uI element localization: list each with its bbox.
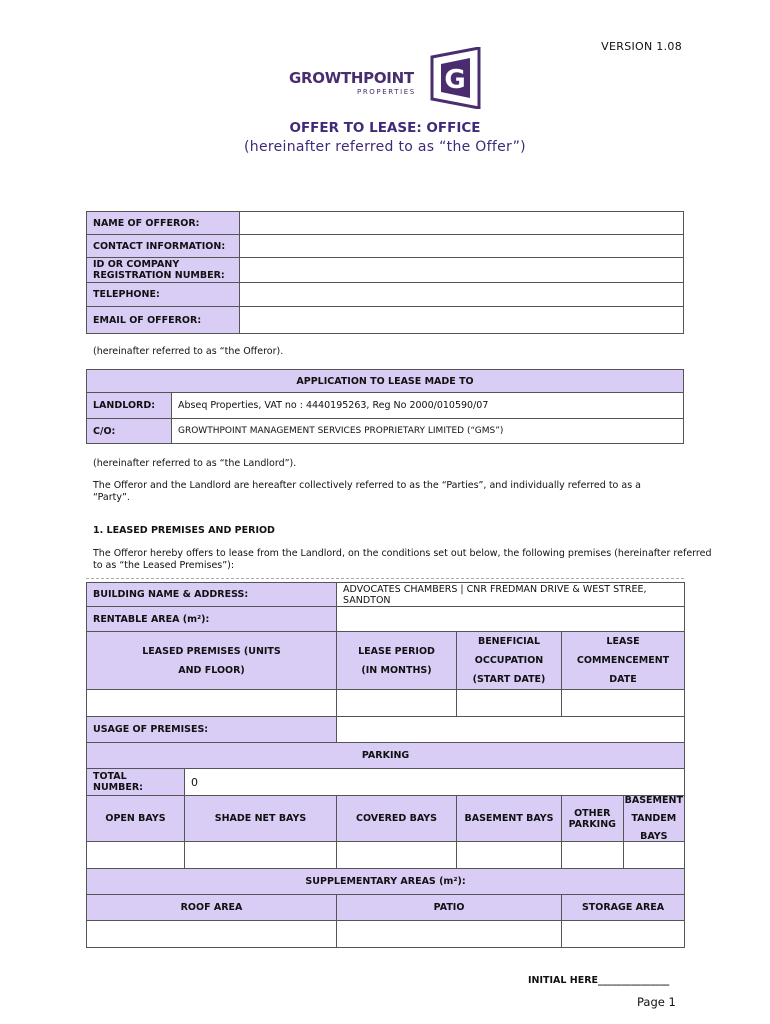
covered-bays-header: COVERED BAYS [337, 796, 457, 842]
basement-tandem-header [624, 796, 685, 841]
landlord-label: LANDLORD: [87, 393, 172, 419]
supplementary-heading: SUPPLEMENTARY AREAS (m²): [87, 869, 685, 895]
other-parking-fields [562, 842, 685, 869]
shade-net-bays-header: SHADE NET BAYS [185, 796, 337, 842]
logo-g-icon [429, 47, 483, 109]
covered-bays-field[interactable] [337, 842, 457, 869]
patio-header: PATIO [337, 895, 562, 921]
total-number-label: TOTAL NUMBER: [87, 769, 185, 796]
telephone-label: TELEPHONE: [87, 283, 240, 307]
lease-period-header-line2: (IN MONTHS) [361, 664, 432, 676]
section-1-intro: The Offeror hereby offers to lease from the Landlord, on the conditions set out below, the following premises (hereinafter referred to as “the Leased Premises”): [93, 548, 712, 571]
initial-here-label: INITIAL HERE_______________ [528, 975, 670, 986]
basement-tandem-line1: BASEMENT [624, 794, 683, 806]
contact-info-field[interactable] [240, 235, 684, 258]
beneficial-occupation-header [457, 632, 562, 690]
dotted-divider [86, 578, 684, 579]
offeror-name-field[interactable] [240, 212, 684, 235]
co-label: C/O: [87, 419, 172, 444]
leased-premises-header-line1: LEASED PREMISES (UNITS [142, 645, 281, 657]
shade-net-bays-field[interactable] [185, 842, 337, 869]
logo-letter: G [444, 65, 466, 95]
application-table [86, 369, 684, 444]
lease-period-field[interactable] [337, 690, 457, 717]
parties-paragraph: The Offeror and the Landlord are hereafter collectively referred to as the “Parties”, and individually referred to as a “Party”. [93, 480, 641, 503]
logo-wordmark: GROWTHPOINT [289, 69, 414, 87]
leased-premises-field[interactable] [87, 690, 337, 717]
application-heading: APPLICATION TO LEASE MADE TO [87, 370, 684, 393]
lease-period-header [337, 632, 457, 690]
building-value: ADVOCATES CHAMBERS | CNR FREDMAN DRIVE & WEST STREE, SANDTON [337, 583, 685, 607]
basement-bays-field[interactable] [457, 842, 562, 869]
roof-area-field[interactable] [87, 921, 337, 948]
telephone-field[interactable] [240, 283, 684, 307]
lease-commencement-header-line1: LEASE COMMENCEMENT [576, 636, 670, 666]
lease-period-header-line1: LEASE PERIOD [358, 645, 435, 657]
other-parking-group [562, 796, 685, 842]
offeror-name-label: NAME OF OFFEROR: [87, 212, 240, 235]
building-label: BUILDING NAME & ADDRESS: [87, 583, 337, 607]
landlord-note: (hereinafter referred to as “the Landlord”). [93, 458, 297, 469]
page-number: Page 1 [637, 995, 676, 1009]
beneficial-occupation-header-line2: (START DATE) [472, 674, 546, 685]
roof-area-header: ROOF AREA [87, 895, 337, 921]
total-number-field[interactable]: 0 [185, 769, 685, 796]
usage-label: USAGE OF PREMISES: [87, 717, 337, 743]
id-registration-label: ID OR COMPANY REGISTRATION NUMBER: [87, 258, 240, 283]
offeror-note: (hereinafter referred to as “the Offeror). [93, 346, 284, 357]
premises-table [86, 582, 685, 948]
basement-tandem-line2: TANDEM BAYS [631, 812, 677, 842]
patio-field[interactable] [337, 921, 562, 948]
rentable-area-label: RENTABLE AREA (m²): [87, 607, 337, 632]
storage-area-field[interactable] [562, 921, 685, 948]
usage-field[interactable] [337, 717, 685, 743]
contact-info-label: CONTACT INFORMATION: [87, 235, 240, 258]
beneficial-occupation-header-line1: BENEFICIAL OCCUPATION [474, 636, 544, 666]
other-parking-field[interactable] [562, 842, 624, 868]
open-bays-header: OPEN BAYS [87, 796, 185, 842]
basement-bays-header: BASEMENT BAYS [457, 796, 562, 842]
co-value: GROWTHPOINT MANAGEMENT SERVICES PROPRIETARY LIMITED (“GMS”) [172, 419, 684, 444]
parking-heading: PARKING [87, 743, 685, 769]
rentable-area-field[interactable] [337, 607, 685, 632]
lease-commencement-header-line2: DATE [609, 674, 637, 685]
growthpoint-logo [289, 47, 484, 109]
leased-premises-header [87, 632, 337, 690]
version-label: VERSION 1.08 [601, 40, 682, 53]
page-subtitle: (hereinafter referred to as “the Offer”) [244, 139, 526, 155]
beneficial-occupation-field[interactable] [457, 690, 562, 717]
logo-subtitle: PROPERTIES [357, 88, 416, 96]
id-registration-field[interactable] [240, 258, 684, 283]
offeror-table [86, 211, 684, 334]
lease-commencement-header [562, 632, 685, 690]
email-field[interactable] [240, 307, 684, 334]
page-title: OFFER TO LEASE: OFFICE [289, 120, 481, 136]
lease-commencement-field[interactable] [562, 690, 685, 717]
open-bays-field[interactable] [87, 842, 185, 869]
section-1-heading: 1. LEASED PREMISES AND PERIOD [93, 525, 275, 536]
leased-premises-header-line2: AND FLOOR) [178, 664, 245, 676]
storage-area-header: STORAGE AREA [562, 895, 685, 921]
email-label: EMAIL OF OFFEROR: [87, 307, 240, 334]
basement-tandem-field[interactable] [624, 842, 685, 868]
landlord-value: Abseq Properties, VAT no : 4440195263, Reg No 2000/010590/07 [172, 393, 684, 419]
other-parking-header: OTHER PARKING [562, 796, 624, 841]
